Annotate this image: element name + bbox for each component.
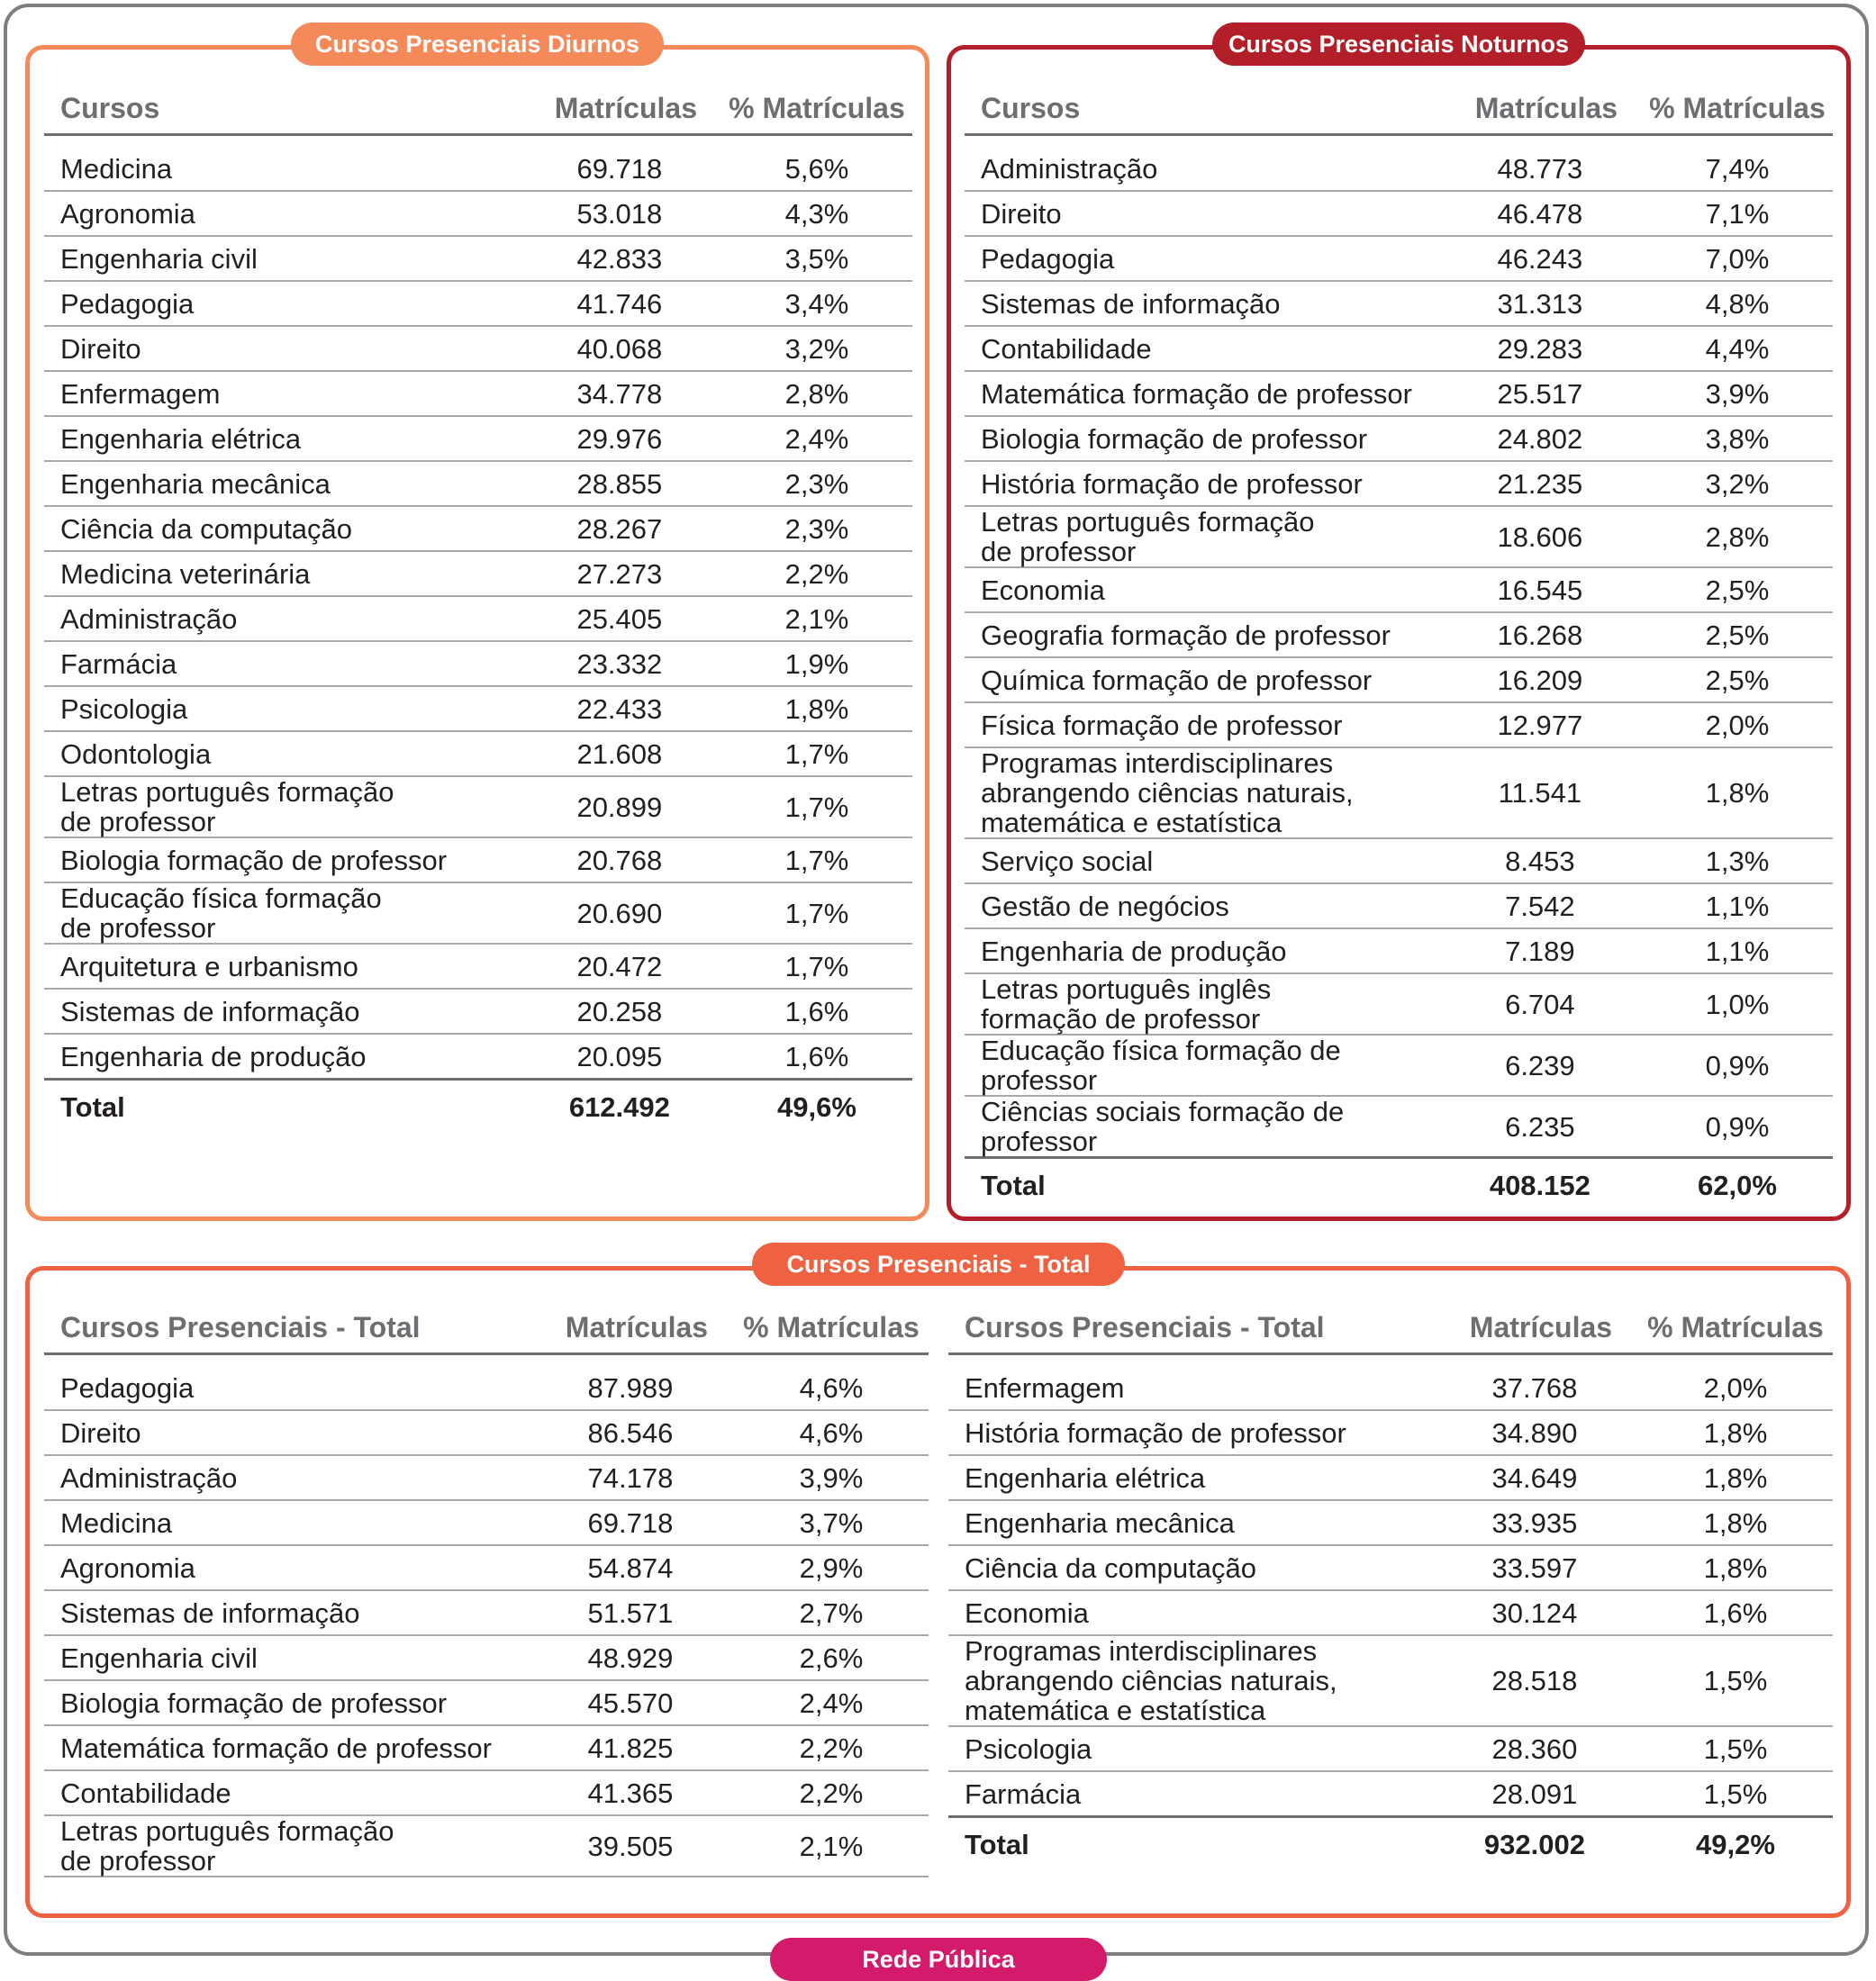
enrollment-count: 11.541: [1451, 747, 1642, 838]
enrollment-percent: 1,7%: [721, 837, 912, 882]
enrollment-count: 74.178: [539, 1455, 734, 1500]
table-row: [965, 567, 1833, 612]
enrollment-percent: 2,2%: [734, 1725, 929, 1770]
enrollment-percent: 3,2%: [1642, 461, 1833, 506]
enrollment-percent: 0,9%: [1642, 1035, 1833, 1096]
enrollment-percent: 7,4%: [1642, 135, 1833, 192]
table-row: [965, 281, 1833, 326]
table-row: [965, 191, 1833, 236]
table-row: [948, 1771, 1833, 1817]
course-name: Programas interdisciplinares abrangendo ciências naturais, matemática e estatística: [965, 747, 1451, 838]
table-row: [965, 371, 1833, 416]
enrollment-count: 22.433: [530, 686, 721, 731]
enrollment-count: 87.989: [539, 1354, 734, 1411]
enrollment-percent: 1,1%: [1642, 928, 1833, 973]
enrollment-count: 24.802: [1451, 416, 1642, 461]
header-pct: % Matrículas: [734, 1302, 929, 1354]
course-name: Engenharia mecânica: [948, 1500, 1444, 1545]
enrollment-percent: 1,5%: [1638, 1771, 1833, 1817]
enrollment-count: 48.773: [1451, 135, 1642, 192]
course-name: Contabilidade: [965, 326, 1451, 371]
course-name: Letras português inglês formação de professor: [965, 973, 1451, 1035]
table-row: [44, 506, 912, 551]
enrollment-count: 30.124: [1444, 1590, 1638, 1635]
enrollment-count: 25.405: [530, 596, 721, 641]
table-total-right: [948, 1302, 1833, 1870]
table-row: [948, 1590, 1833, 1635]
table-row: [948, 1354, 1833, 1411]
title-noturnos: Cursos Presenciais Noturnos: [1212, 23, 1585, 66]
enrollment-count: 21.235: [1451, 461, 1642, 506]
table-row: [44, 191, 912, 236]
enrollment-percent: 2,8%: [721, 371, 912, 416]
enrollment-percent: 1,6%: [721, 1034, 912, 1080]
header-pct: % Matrículas: [1638, 1302, 1833, 1354]
enrollment-count: 18.606: [1451, 506, 1642, 567]
enrollment-count: 20.690: [530, 882, 721, 944]
table-row: [44, 1635, 929, 1680]
enrollment-percent: 1,1%: [1642, 883, 1833, 928]
course-name: Direito: [44, 326, 530, 371]
enrollment-percent: 2,4%: [721, 416, 912, 461]
course-name: Psicologia: [948, 1726, 1444, 1771]
enrollment-percent: 2,1%: [734, 1815, 929, 1877]
total-row: [44, 1080, 912, 1134]
enrollment-percent: 7,0%: [1642, 236, 1833, 281]
table-row: [965, 702, 1833, 747]
table-noturnos: [965, 83, 1833, 1211]
enrollment-count: 20.095: [530, 1034, 721, 1080]
course-name: Direito: [44, 1410, 539, 1455]
enrollment-count: 41.746: [530, 281, 721, 326]
enrollment-percent: 2,7%: [734, 1590, 929, 1635]
enrollment-percent: 1,6%: [1638, 1590, 1833, 1635]
total-enrollment: 408.152: [1451, 1158, 1642, 1212]
enrollment-count: 7.542: [1451, 883, 1642, 928]
enrollment-percent: 3,7%: [734, 1500, 929, 1545]
enrollment-percent: 4,6%: [734, 1354, 929, 1411]
enrollment-percent: 4,3%: [721, 191, 912, 236]
course-name: Direito: [965, 191, 1451, 236]
enrollment-count: 46.478: [1451, 191, 1642, 236]
total-label: Total: [965, 1158, 1451, 1212]
course-name: Sistemas de informação: [44, 1590, 539, 1635]
enrollment-percent: 2,3%: [721, 506, 912, 551]
table-total-left: [44, 1302, 929, 1877]
enrollment-percent: 1,8%: [1638, 1545, 1833, 1590]
table-row: [948, 1410, 1833, 1455]
table-row: [44, 596, 912, 641]
enrollment-count: 39.505: [539, 1815, 734, 1877]
course-name: Medicina: [44, 135, 530, 192]
course-name: Sistemas de informação: [965, 281, 1451, 326]
total-percent: 49,2%: [1638, 1817, 1833, 1871]
total-enrollment: 612.492: [530, 1080, 721, 1134]
course-name: Administração: [44, 1455, 539, 1500]
course-name: Enfermagem: [948, 1354, 1444, 1411]
course-name: Programas interdisciplinares abrangendo ciências naturais, matemática e estatística: [948, 1635, 1444, 1726]
table-row: [44, 461, 912, 506]
table-row: [965, 612, 1833, 657]
title-total: Cursos Presenciais - Total: [752, 1243, 1125, 1286]
enrollment-count: 34.649: [1444, 1455, 1638, 1500]
course-name: Biologia formação de professor: [965, 416, 1451, 461]
enrollment-percent: 2,5%: [1642, 567, 1833, 612]
table-row: [44, 1680, 929, 1725]
enrollment-percent: 1,6%: [721, 989, 912, 1034]
course-name: Química formação de professor: [965, 657, 1451, 702]
enrollment-percent: 3,4%: [721, 281, 912, 326]
table-row: [965, 1096, 1833, 1158]
course-name: Medicina: [44, 1500, 539, 1545]
enrollment-count: 41.365: [539, 1770, 734, 1815]
table-row: [965, 747, 1833, 838]
course-name: Economia: [965, 567, 1451, 612]
enrollment-count: 69.718: [539, 1500, 734, 1545]
total-label: Total: [948, 1817, 1444, 1871]
enrollment-count: 46.243: [1451, 236, 1642, 281]
enrollment-percent: 1,5%: [1638, 1726, 1833, 1771]
enrollment-count: 45.570: [539, 1680, 734, 1725]
enrollment-count: 6.704: [1451, 973, 1642, 1035]
table-row: [965, 236, 1833, 281]
course-name: Biologia formação de professor: [44, 837, 530, 882]
course-name: Pedagogia: [965, 236, 1451, 281]
enrollment-count: 20.768: [530, 837, 721, 882]
course-name: Ciência da computação: [44, 506, 530, 551]
course-name: Matemática formação de professor: [965, 371, 1451, 416]
table-row: [44, 1725, 929, 1770]
footer-rede-publica: Rede Pública: [770, 1938, 1107, 1981]
enrollment-percent: 1,0%: [1642, 973, 1833, 1035]
course-name: Engenharia de produção: [44, 1034, 530, 1080]
enrollment-count: 21.608: [530, 731, 721, 776]
table-row: [965, 135, 1833, 192]
enrollment-percent: 2,1%: [721, 596, 912, 641]
header-enroll: Matrículas: [539, 1302, 734, 1354]
enrollment-count: 33.935: [1444, 1500, 1638, 1545]
course-name: Sistemas de informação: [44, 989, 530, 1034]
course-name: Matemática formação de professor: [44, 1725, 539, 1770]
course-name: Engenharia civil: [44, 236, 530, 281]
course-name: Farmácia: [44, 641, 530, 686]
course-name: Ciências sociais formação de professor: [965, 1096, 1451, 1158]
table-row: [44, 989, 912, 1034]
enrollment-percent: 1,8%: [1642, 747, 1833, 838]
course-name: Odontologia: [44, 731, 530, 776]
enrollment-count: 41.825: [539, 1725, 734, 1770]
header-course: Cursos: [965, 83, 1451, 135]
enrollment-percent: 2,9%: [734, 1545, 929, 1590]
table-row: [965, 506, 1833, 567]
enrollment-percent: 3,2%: [721, 326, 912, 371]
course-name: História formação de professor: [965, 461, 1451, 506]
enrollment-percent: 2,2%: [721, 551, 912, 596]
course-name: Agronomia: [44, 191, 530, 236]
course-name: Arquitetura e urbanismo: [44, 944, 530, 989]
table-row: [44, 686, 912, 731]
course-name: Contabilidade: [44, 1770, 539, 1815]
course-name: Serviço social: [965, 838, 1451, 883]
course-name: Letras português formação de professor: [965, 506, 1451, 567]
enrollment-percent: 1,3%: [1642, 838, 1833, 883]
header-pct: % Matrículas: [1642, 83, 1833, 135]
table-row: [44, 944, 912, 989]
header-pct: % Matrículas: [721, 83, 912, 135]
enrollment-count: 86.546: [539, 1410, 734, 1455]
course-name: Letras português formação de professor: [44, 776, 530, 837]
enrollment-percent: 3,8%: [1642, 416, 1833, 461]
enrollment-percent: 1,8%: [1638, 1500, 1833, 1545]
header-course: Cursos Presenciais - Total: [44, 1302, 539, 1354]
enrollment-count: 28.267: [530, 506, 721, 551]
enrollment-count: 42.833: [530, 236, 721, 281]
table-row: [965, 973, 1833, 1035]
enrollment-count: 37.768: [1444, 1354, 1638, 1411]
enrollment-percent: 2,8%: [1642, 506, 1833, 567]
table-row: [965, 838, 1833, 883]
enrollment-percent: 2,2%: [734, 1770, 929, 1815]
enrollment-count: 31.313: [1451, 281, 1642, 326]
course-name: Medicina veterinária: [44, 551, 530, 596]
enrollment-percent: 1,8%: [721, 686, 912, 731]
enrollment-percent: 7,1%: [1642, 191, 1833, 236]
table-row: [44, 551, 912, 596]
total-row: [948, 1817, 1833, 1871]
table-row: [44, 1354, 929, 1411]
enrollment-percent: 1,7%: [721, 731, 912, 776]
enrollment-count: 28.855: [530, 461, 721, 506]
table-row: [965, 416, 1833, 461]
enrollment-percent: 1,5%: [1638, 1635, 1833, 1726]
table-row: [44, 1500, 929, 1545]
enrollment-percent: 2,0%: [1642, 702, 1833, 747]
header-course: Cursos: [44, 83, 530, 135]
header-course: Cursos Presenciais - Total: [948, 1302, 1444, 1354]
enrollment-percent: 3,9%: [734, 1455, 929, 1500]
enrollment-count: 6.235: [1451, 1096, 1642, 1158]
total-label: Total: [44, 1080, 530, 1134]
table-row: [44, 371, 912, 416]
course-name: Física formação de professor: [965, 702, 1451, 747]
enrollment-count: 20.899: [530, 776, 721, 837]
enrollment-percent: 2,5%: [1642, 612, 1833, 657]
enrollment-count: 28.518: [1444, 1635, 1638, 1726]
enrollment-percent: 1,8%: [1638, 1410, 1833, 1455]
enrollment-count: 20.472: [530, 944, 721, 989]
enrollment-count: 34.890: [1444, 1410, 1638, 1455]
total-row: [965, 1158, 1833, 1212]
course-name: Ciência da computação: [948, 1545, 1444, 1590]
enrollment-percent: 1,7%: [721, 882, 912, 944]
total-percent: 49,6%: [721, 1080, 912, 1134]
table-row: [44, 326, 912, 371]
enrollment-count: 16.268: [1451, 612, 1642, 657]
table-row: [965, 657, 1833, 702]
enrollment-count: 69.718: [530, 135, 721, 192]
table-row: [948, 1635, 1833, 1726]
enrollment-percent: 1,9%: [721, 641, 912, 686]
enrollment-percent: 4,4%: [1642, 326, 1833, 371]
enrollment-count: 34.778: [530, 371, 721, 416]
enrollment-percent: 2,0%: [1638, 1354, 1833, 1411]
course-name: Educação física formação de professor: [44, 882, 530, 944]
enrollment-count: 53.018: [530, 191, 721, 236]
enrollment-count: 25.517: [1451, 371, 1642, 416]
enrollment-count: 28.091: [1444, 1771, 1638, 1817]
enrollment-count: 28.360: [1444, 1726, 1638, 1771]
table-row: [948, 1545, 1833, 1590]
course-name: Pedagogia: [44, 1354, 539, 1411]
course-name: Engenharia mecânica: [44, 461, 530, 506]
course-name: Biologia formação de professor: [44, 1680, 539, 1725]
course-name: Agronomia: [44, 1545, 539, 1590]
course-name: Pedagogia: [44, 281, 530, 326]
enrollment-count: 54.874: [539, 1545, 734, 1590]
header-enroll: Matrículas: [1444, 1302, 1638, 1354]
enrollment-count: 29.976: [530, 416, 721, 461]
table-row: [44, 1770, 929, 1815]
enrollment-count: 8.453: [1451, 838, 1642, 883]
table-row: [44, 416, 912, 461]
course-name: Geografia formação de professor: [965, 612, 1451, 657]
title-diurnos: Cursos Presenciais Diurnos: [291, 23, 664, 66]
table-row: [965, 326, 1833, 371]
table-row: [965, 883, 1833, 928]
enrollment-percent: 5,6%: [721, 135, 912, 192]
enrollment-percent: 1,8%: [1638, 1455, 1833, 1500]
enrollment-count: 16.209: [1451, 657, 1642, 702]
table-row: [44, 1410, 929, 1455]
course-name: Letras português formação de professor: [44, 1815, 539, 1877]
header-enroll: Matrículas: [1451, 83, 1642, 135]
course-name: Engenharia civil: [44, 1635, 539, 1680]
enrollment-percent: 1,7%: [721, 776, 912, 837]
table-row: [44, 1545, 929, 1590]
table-row: [948, 1500, 1833, 1545]
enrollment-count: 20.258: [530, 989, 721, 1034]
enrollment-percent: 0,9%: [1642, 1096, 1833, 1158]
enrollment-count: 40.068: [530, 326, 721, 371]
table-row: [44, 1590, 929, 1635]
course-name: Engenharia de produção: [965, 928, 1451, 973]
table-row: [44, 281, 912, 326]
table-row: [44, 1034, 912, 1080]
enrollment-count: 51.571: [539, 1590, 734, 1635]
header-enroll: Matrículas: [530, 83, 721, 135]
course-name: Enfermagem: [44, 371, 530, 416]
course-name: Administração: [965, 135, 1451, 192]
course-name: Engenharia elétrica: [44, 416, 530, 461]
enrollment-count: 6.239: [1451, 1035, 1642, 1096]
enrollment-percent: 2,4%: [734, 1680, 929, 1725]
table-row: [948, 1726, 1833, 1771]
table-row: [44, 837, 912, 882]
enrollment-percent: 1,7%: [721, 944, 912, 989]
course-name: Gestão de negócios: [965, 883, 1451, 928]
enrollment-count: 33.597: [1444, 1545, 1638, 1590]
table-row: [948, 1455, 1833, 1500]
enrollment-percent: 2,3%: [721, 461, 912, 506]
enrollment-count: 48.929: [539, 1635, 734, 1680]
enrollment-percent: 3,5%: [721, 236, 912, 281]
enrollment-percent: 4,6%: [734, 1410, 929, 1455]
enrollment-count: 27.273: [530, 551, 721, 596]
table-row: [965, 461, 1833, 506]
total-percent: 62,0%: [1642, 1158, 1833, 1212]
course-name: Economia: [948, 1590, 1444, 1635]
enrollment-count: 12.977: [1451, 702, 1642, 747]
table-row: [44, 882, 912, 944]
course-name: Engenharia elétrica: [948, 1455, 1444, 1500]
table-row: [44, 1455, 929, 1500]
table-row: [44, 776, 912, 837]
enrollment-percent: 3,9%: [1642, 371, 1833, 416]
enrollment-count: 16.545: [1451, 567, 1642, 612]
table-row: [44, 236, 912, 281]
course-name: Farmácia: [948, 1771, 1444, 1817]
table-row: [965, 928, 1833, 973]
course-name: Psicologia: [44, 686, 530, 731]
enrollment-percent: 2,6%: [734, 1635, 929, 1680]
course-name: Educação física formação de professor: [965, 1035, 1451, 1096]
enrollment-count: 29.283: [1451, 326, 1642, 371]
enrollment-count: 7.189: [1451, 928, 1642, 973]
course-name: Administração: [44, 596, 530, 641]
table-row: [44, 731, 912, 776]
total-enrollment: 932.002: [1444, 1817, 1638, 1871]
table-diurnos: [44, 83, 912, 1133]
course-name: História formação de professor: [948, 1410, 1444, 1455]
enrollment-percent: 2,5%: [1642, 657, 1833, 702]
table-row: [965, 1035, 1833, 1096]
enrollment-percent: 4,8%: [1642, 281, 1833, 326]
table-row: [44, 135, 912, 192]
table-row: [44, 1815, 929, 1877]
table-row: [44, 641, 912, 686]
enrollment-count: 23.332: [530, 641, 721, 686]
